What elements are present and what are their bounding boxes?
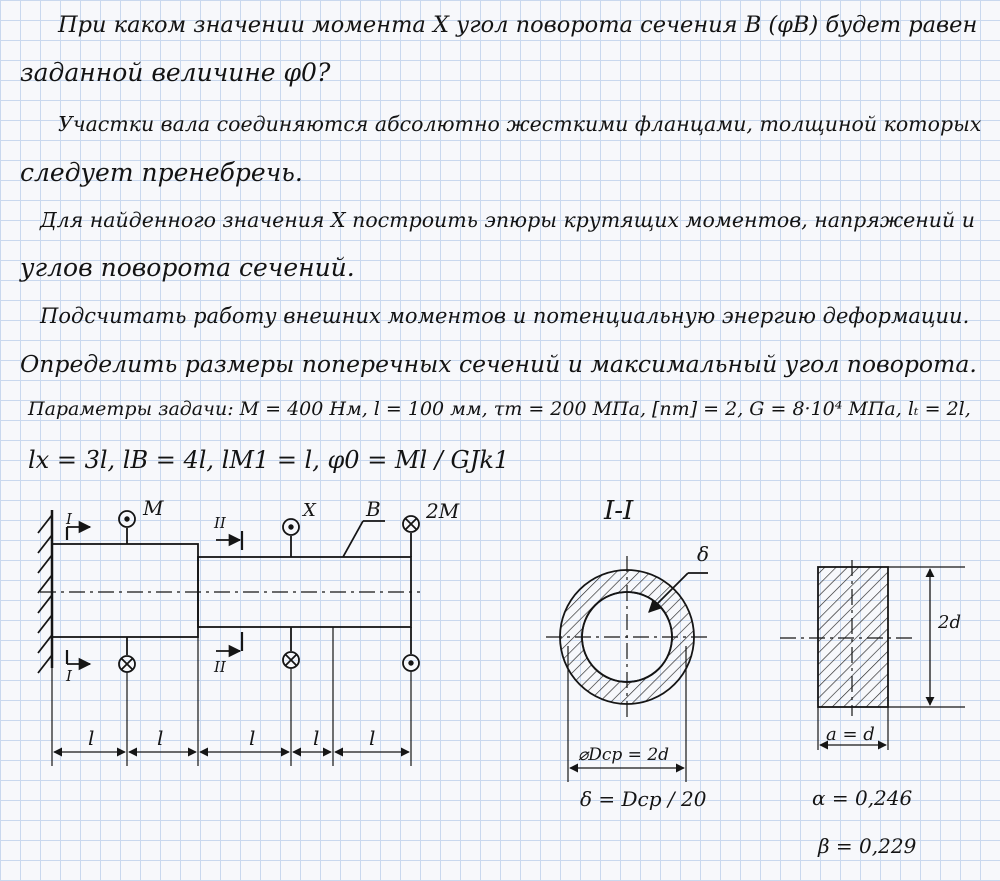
shaft-segment-large bbox=[52, 544, 198, 637]
span-label: l bbox=[157, 726, 164, 750]
rect-width-label: a = d bbox=[826, 724, 875, 745]
section-II-marks bbox=[216, 531, 242, 651]
point-B-label: B bbox=[366, 497, 381, 521]
section-II-label-bottom: II bbox=[214, 658, 226, 676]
span-label: l bbox=[369, 726, 376, 750]
task-line-3: Участки вала соединяются абсолютно жесткими фланцами, толщиной которых bbox=[58, 112, 982, 136]
task-line-7: Подсчитать работу внешних моментов и потенциальную энергию деформации. bbox=[40, 304, 970, 328]
task-line-4: следует пренебречь. bbox=[20, 158, 303, 187]
ring-diameter-label: ⌀Dср = 2d bbox=[578, 745, 670, 765]
section-I-label-top: I bbox=[66, 510, 72, 528]
wall-thickness-symbol: δ bbox=[697, 542, 710, 566]
task-line-6: углов поворота сечений. bbox=[20, 253, 355, 282]
task-line-2: заданной величине φ0? bbox=[20, 58, 331, 87]
section-I-label-bottom: I bbox=[66, 667, 72, 685]
task-line-1: При каком значении момента X угол поворота сечения B (φB) будет равен bbox=[58, 12, 978, 38]
task-parameters-line-2: lx = 3l, lB = 4l, lM1 = l, φ0 = Ml / GJk1 bbox=[28, 446, 510, 474]
task-line-5: Для найденного значения X построить эпюры крутящих моментов, напряжений и bbox=[40, 208, 975, 232]
moment-X-label: X bbox=[303, 500, 316, 521]
ring-thickness-label: δ = Dср / 20 bbox=[580, 787, 707, 811]
rect-section bbox=[780, 560, 965, 750]
span-label: l bbox=[313, 726, 320, 750]
rect-height-label: 2d bbox=[938, 612, 961, 633]
section-title: I-I bbox=[604, 496, 634, 526]
moment-M-label: M bbox=[143, 496, 164, 520]
moment-2M-label: 2M bbox=[426, 499, 460, 523]
beta-coefficient: β = 0,229 bbox=[818, 834, 917, 858]
section-II-label-top: II bbox=[214, 514, 226, 532]
rect-hatched-area bbox=[818, 567, 888, 707]
shaft-diagram bbox=[38, 510, 420, 766]
point-B-leader bbox=[343, 521, 363, 557]
task-line-8: Определить размеры поперечных сечений и максимальный угол поворота. bbox=[20, 350, 977, 378]
span-label: l bbox=[249, 726, 256, 750]
span-label: l bbox=[88, 726, 95, 750]
task-parameters-line-1: Параметры задачи: M = 400 Нм, l = 100 мм, τт = 200 МПа, [nт] = 2, G = 8·10⁴ МПа, lₜ = 2l, bbox=[28, 398, 971, 420]
section-I-marks bbox=[67, 527, 90, 664]
alpha-coefficient: α = 0,246 bbox=[812, 786, 913, 810]
